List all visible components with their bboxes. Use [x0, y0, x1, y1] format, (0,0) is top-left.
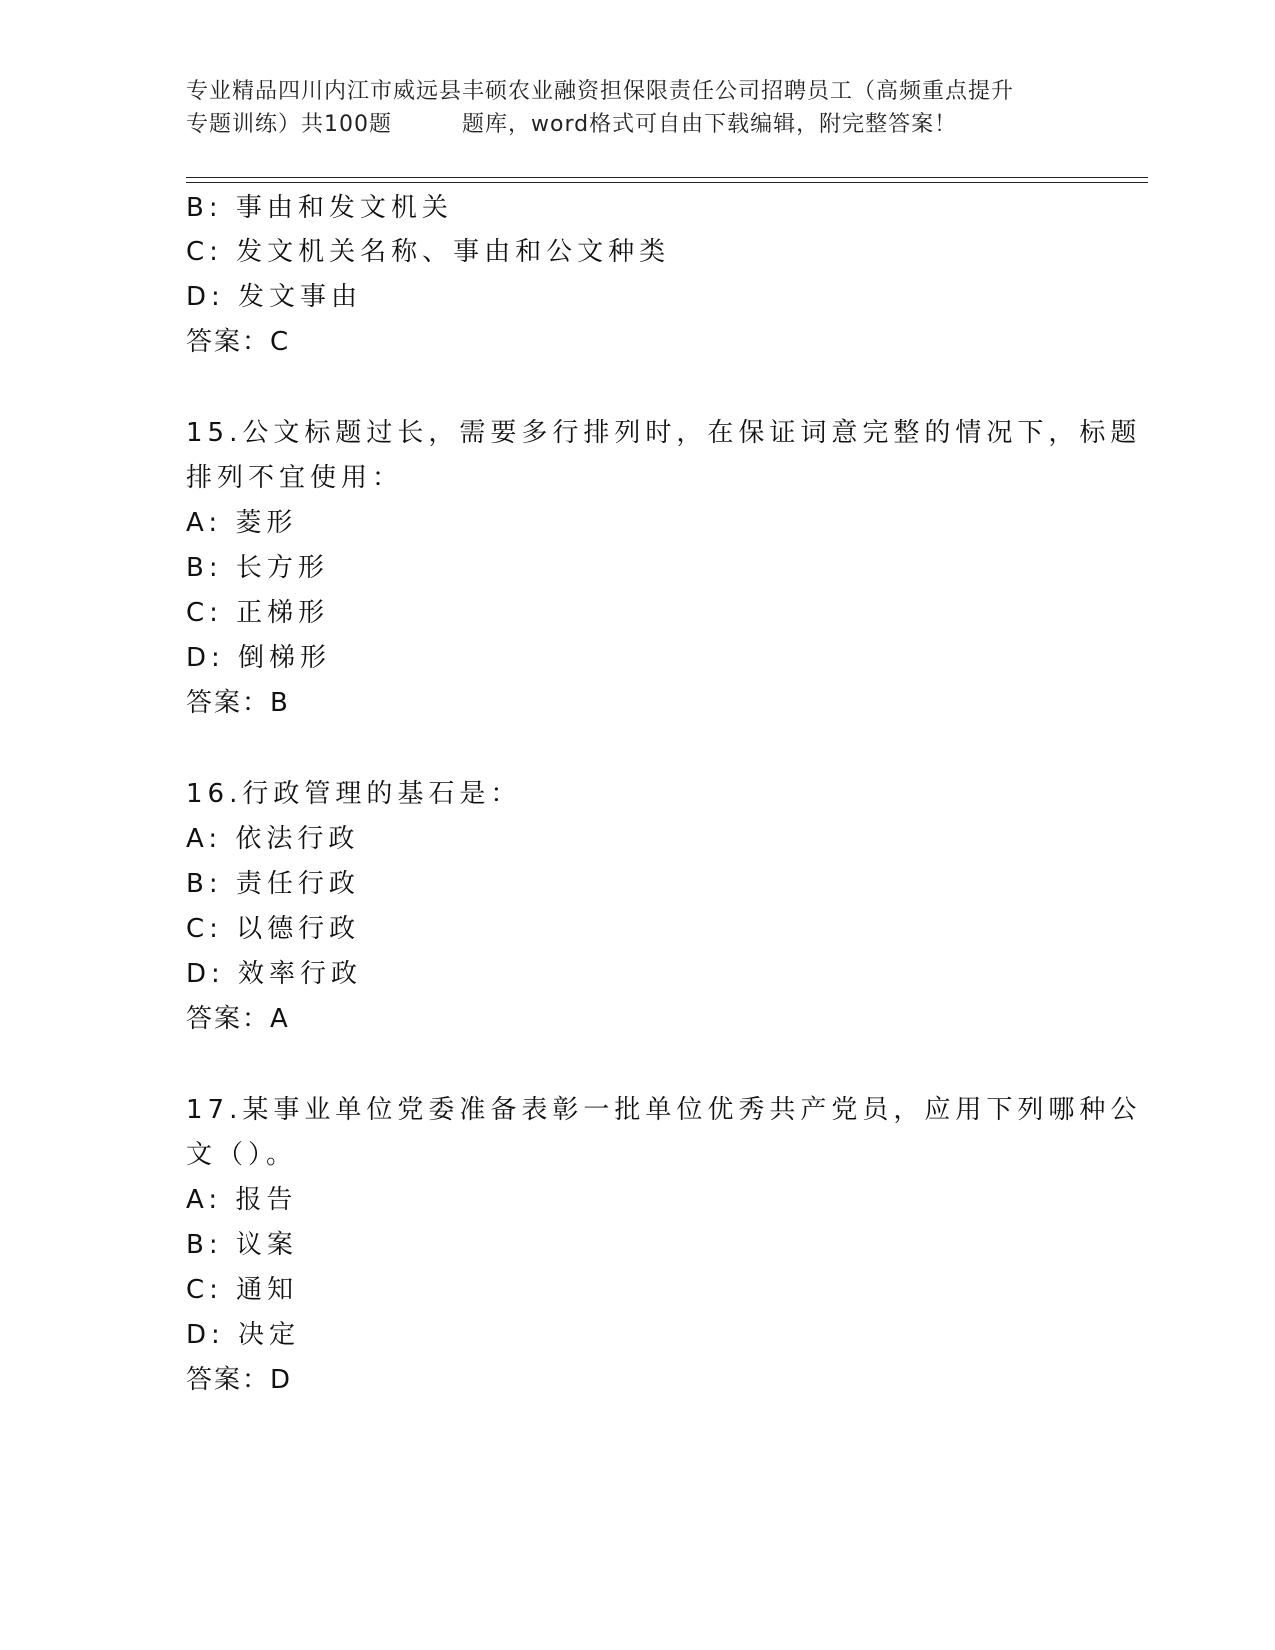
q15-option-a: A: 菱形: [186, 508, 298, 538]
q15-answer: 答案：B: [186, 688, 290, 718]
q17-option-d: D: 决定: [186, 1320, 301, 1350]
q15-option-d: D: 倒梯形: [186, 643, 332, 673]
q17-option-b: B: 议案: [186, 1230, 298, 1260]
q16-option-c: C: 以德行政: [186, 914, 361, 944]
header-line-2-part-2: 题库，word格式可自由下载编辑，附完整答案！: [462, 112, 958, 137]
q17-stem-line-2: 文（）。: [186, 1140, 298, 1170]
header-line-2-part-1: 专题训练）共100题: [186, 112, 392, 137]
q17-option-a: A: 报告: [186, 1185, 298, 1215]
q15-option-b: B: 长方形: [186, 553, 329, 583]
q17-stem-line-1: 17.某事业单位党委准备表彰一批单位优秀共产党员，应用下列哪种公: [186, 1095, 1142, 1125]
q16-stem-line-1: 16.行政管理的基石是：: [186, 779, 522, 809]
page-header: [186, 75, 1086, 141]
q14-option-c: C: 发文机关名称、事由和公文种类: [186, 237, 671, 267]
q16-option-d: D: 效率行政: [186, 959, 363, 989]
header-divider-top: [186, 177, 1148, 178]
q15-stem-line-2: 排列不宜使用：: [186, 463, 404, 493]
q14-option-b: B: 事由和发文机关: [186, 193, 453, 223]
q17-answer: 答案：D: [186, 1365, 293, 1395]
q15-option-c: C: 正梯形: [186, 598, 330, 628]
q16-answer: 答案：A: [186, 1004, 290, 1034]
q16-option-b: B: 责任行政: [186, 869, 360, 899]
q14-option-d: D: 发文事由: [186, 282, 363, 312]
header-line-1: 专业精品四川内江市威远县丰硕农业融资担保限责任公司招聘员工（高频重点提升: [186, 79, 1015, 104]
q17-option-c: C: 通知: [186, 1275, 299, 1305]
q16-option-a: A: 依法行政: [186, 824, 360, 854]
q15-stem-line-1: 15.公文标题过长，需要多行排列时，在保证词意完整的情况下，标题: [186, 418, 1142, 448]
header-divider-bottom: [186, 182, 1148, 183]
q14-answer: 答案：C: [186, 327, 291, 357]
header-line-2: [186, 108, 1086, 141]
